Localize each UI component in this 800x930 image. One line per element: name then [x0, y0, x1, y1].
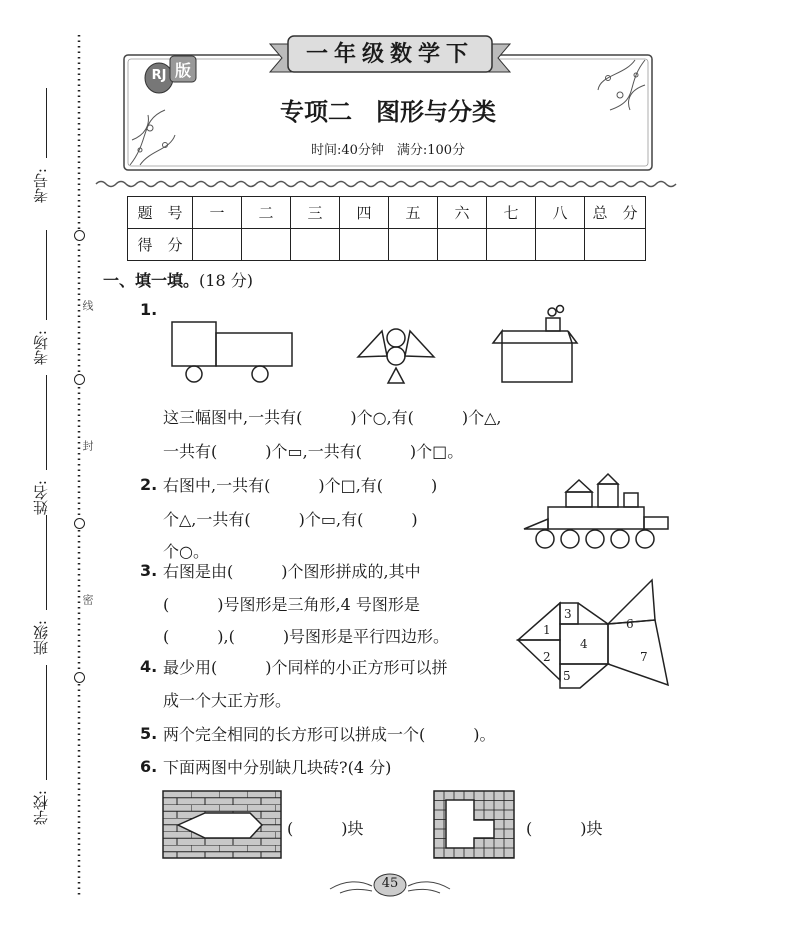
- section-points: (18 分): [199, 271, 253, 290]
- score-header-cell: 题 号: [128, 197, 193, 229]
- school-label: 学校:: [32, 790, 50, 826]
- q6-answer-b: ( )块: [526, 819, 603, 838]
- page-number: 45: [381, 876, 399, 891]
- q4-line2: 成一个大正方形。: [163, 691, 292, 710]
- score-header-cell: 总 分: [585, 197, 646, 229]
- score-header-cell: 四: [340, 197, 389, 229]
- score-header-cell: 五: [389, 197, 438, 229]
- edition-suffix: 版: [174, 61, 191, 80]
- q1-number: 1.: [140, 300, 158, 319]
- q6-number: 6.: [140, 757, 158, 776]
- score-header-cell: 八: [536, 197, 585, 229]
- grade-title: 一年级数学下: [305, 41, 474, 67]
- score-header-cell: 七: [487, 197, 536, 229]
- score-header-cell: 二: [242, 197, 291, 229]
- section-title: 一、填一填。: [103, 271, 200, 290]
- q2-line1: 右图中,一共有( )个□,有( ): [163, 476, 438, 495]
- seal-mark-seal: 封: [81, 440, 94, 451]
- seal-mark-secret: 密: [81, 594, 94, 605]
- q1-line2: 一共有( )个▭,一共有( )个□。: [163, 442, 464, 461]
- q2-line3: 个○。: [163, 542, 209, 561]
- fish-label-3: 3: [564, 607, 572, 621]
- fish-label-5: 5: [563, 669, 571, 683]
- seal-mark-line: 线: [81, 300, 94, 311]
- fish-label-2: 2: [543, 650, 551, 664]
- class-label: 班级:: [32, 620, 50, 656]
- q6-line1: 下面两图中分别缺几块砖?(4 分): [163, 758, 392, 777]
- q3-line2: ( )号图形是三角形,4 号图形是: [163, 595, 420, 614]
- exam-info: 时间:40分钟 满分:100分: [310, 143, 466, 158]
- score-header-cell: 六: [438, 197, 487, 229]
- q4-line1: 最少用( )个同样的小正方形可以拼: [163, 658, 448, 677]
- score-row-label: 得 分: [128, 229, 193, 261]
- q3-line3: ( ),( )号图形是平行四边形。: [163, 627, 450, 646]
- score-header-cell: 一: [193, 197, 242, 229]
- q2-line2: 个△,一共有( )个▭,有( ): [163, 510, 418, 529]
- exam-room-label: 考场:: [32, 330, 50, 366]
- page-title: 专项二 图形与分类: [280, 97, 496, 126]
- q1-line1: 这三幅图中,一共有( )个○,有( )个△,: [163, 408, 502, 427]
- name-label: 姓名:: [32, 480, 50, 516]
- q3-number: 3.: [140, 561, 158, 580]
- fish-label-7: 7: [640, 650, 648, 664]
- exam-number-label: 考号:: [32, 168, 50, 204]
- edition-badge: RJ: [151, 68, 167, 83]
- q2-number: 2.: [140, 475, 158, 494]
- q3-line1: 右图是由( )个图形拼成的,其中: [163, 562, 421, 581]
- q4-number: 4.: [140, 657, 158, 676]
- fish-label-4: 4: [580, 637, 588, 651]
- q6-answer-a: ( )块: [287, 819, 364, 838]
- q5-number: 5.: [140, 724, 158, 743]
- q5-line1: 两个完全相同的长方形可以拼成一个( )。: [163, 725, 496, 744]
- fish-label-6: 6: [626, 617, 634, 631]
- score-header-cell: 三: [291, 197, 340, 229]
- fish-label-1: 1: [543, 623, 551, 637]
